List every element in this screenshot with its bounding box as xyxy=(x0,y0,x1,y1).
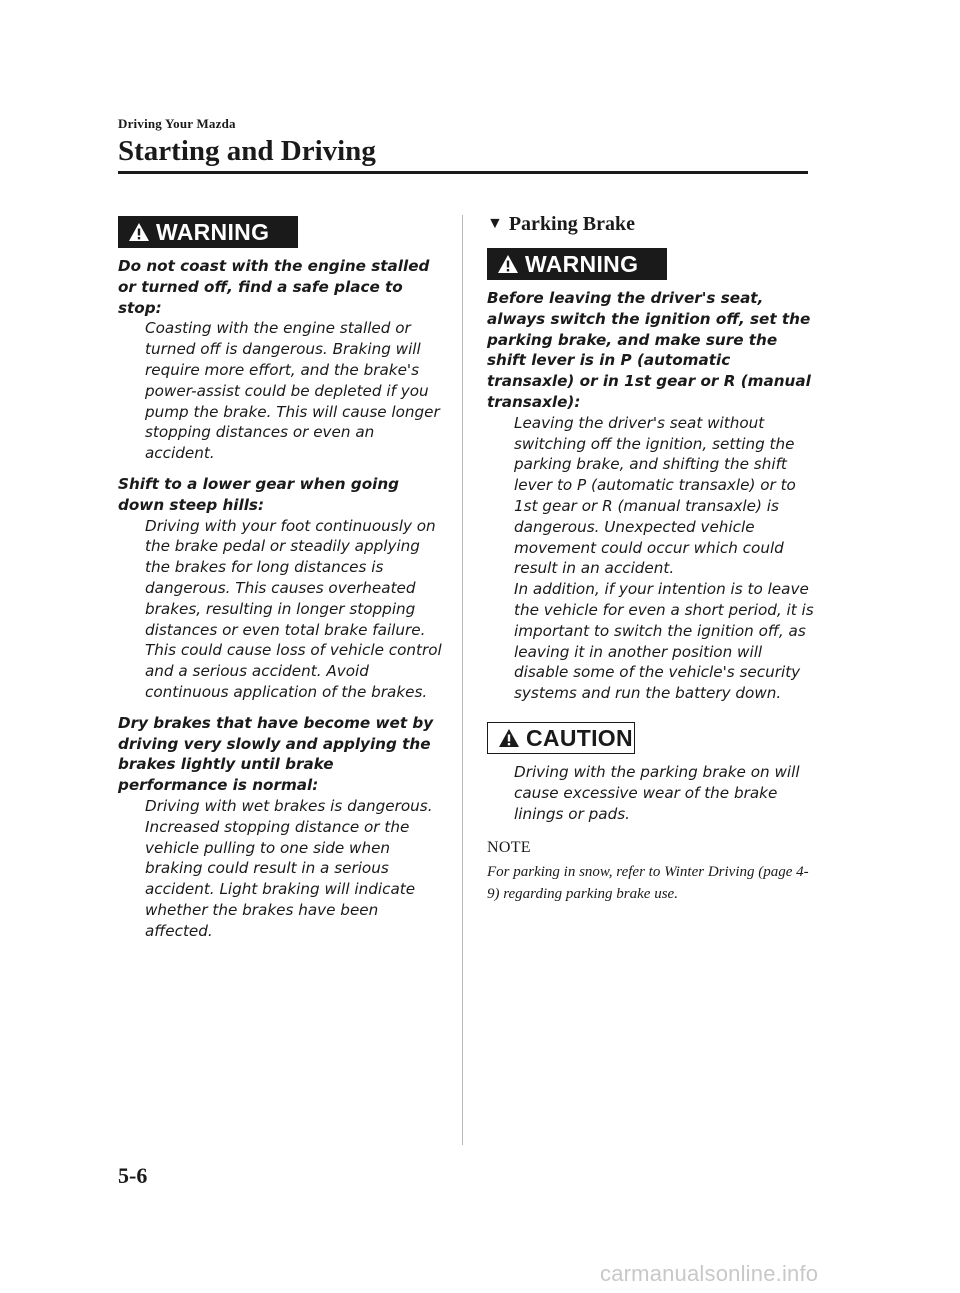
warning-badge xyxy=(118,216,298,248)
warning-label: WARNING xyxy=(525,250,639,277)
warning-triangle-icon xyxy=(498,728,520,748)
warning-item-body: Coasting with the engine stalled or turned off is dangerous. Braking will require more effort, and the brake's power-assist could be depleted if you pump the brake. This will cause longer stopping distances or even an accident. xyxy=(145,319,440,463)
warning-item xyxy=(118,474,448,703)
caution-badge xyxy=(487,722,635,754)
warning-label: WARNING xyxy=(156,218,270,245)
warning-triangle-icon xyxy=(128,222,150,242)
left-column xyxy=(118,216,448,942)
header-rule xyxy=(118,171,808,174)
warning-badge xyxy=(487,248,667,280)
section-label: Driving Your Mazda xyxy=(118,116,236,131)
warning-triangle-icon xyxy=(497,254,519,274)
right-column xyxy=(487,210,817,905)
page-header xyxy=(118,116,808,168)
page-number: 5-6 xyxy=(118,1163,148,1188)
warning-item xyxy=(487,288,817,704)
parking-brake-heading xyxy=(487,210,817,238)
note-label: NOTE xyxy=(487,839,531,857)
caution-label: CAUTION xyxy=(526,724,633,751)
down-triangle-icon: ▼ xyxy=(487,214,503,232)
warning-item-body: Driving with your foot continuously on the brake pedal or steadily applying the brakes for long distances is dangerous. This causes overheated brakes, resulting in longer stopping distances or even total brake failure. This could cause loss of vehicle control and a serious accident. Avoid continuous application of the brakes. xyxy=(145,516,442,701)
warning-item-body-continued: In addition, if your intention is to leave the vehicle for even a short period, it is important to switch the ignition off, as leaving it in another position will disable some of the vehicle's security systems and run the battery down. xyxy=(514,580,814,703)
warning-item xyxy=(118,256,448,464)
note-text: For parking in snow, refer to Winter Driving (page 4-9) regarding parking brake use. xyxy=(487,864,809,903)
warning-item-body: Driving with wet brakes is dangerous. Increased stopping distance or the vehicle pulling to one side when braking could result in a serious accident. Light braking will indicate whether the brakes have been affected. xyxy=(145,796,433,940)
warning-item xyxy=(118,713,448,942)
page-title: Starting and Driving xyxy=(118,135,376,167)
warning-item-heading: Before leaving the driver's seat, always switch the ignition off, set the parking brake, and make sure the shift lever is in P (automatic transaxle) or in 1st gear or R (manual transaxle): xyxy=(487,289,811,411)
watermark: carmanualsonline.info xyxy=(600,1261,819,1286)
parking-brake-title: Parking Brake xyxy=(508,212,635,235)
column-divider xyxy=(462,215,463,1145)
warning-item-heading: Shift to a lower gear when going down steep hills: xyxy=(118,474,400,514)
warning-item-body: Leaving the driver's seat without switching off the ignition, setting the parking brake, and shifting the shift lever to P (automatic transaxle) or to 1st gear or R (manual transaxle) is dangerous. Unexpected vehicle movement could occur which could result in an accident. xyxy=(514,413,796,578)
warning-item-heading: Do not coast with the engine stalled or turned off, find a safe place to stop: xyxy=(118,257,430,317)
caution-body: Driving with the parking brake on will cause excessive wear of the brake linings or pads. xyxy=(514,762,800,823)
warning-item-heading: Dry brakes that have become wet by driving very slowly and applying the brakes lightly until brake performance is normal: xyxy=(118,713,434,795)
